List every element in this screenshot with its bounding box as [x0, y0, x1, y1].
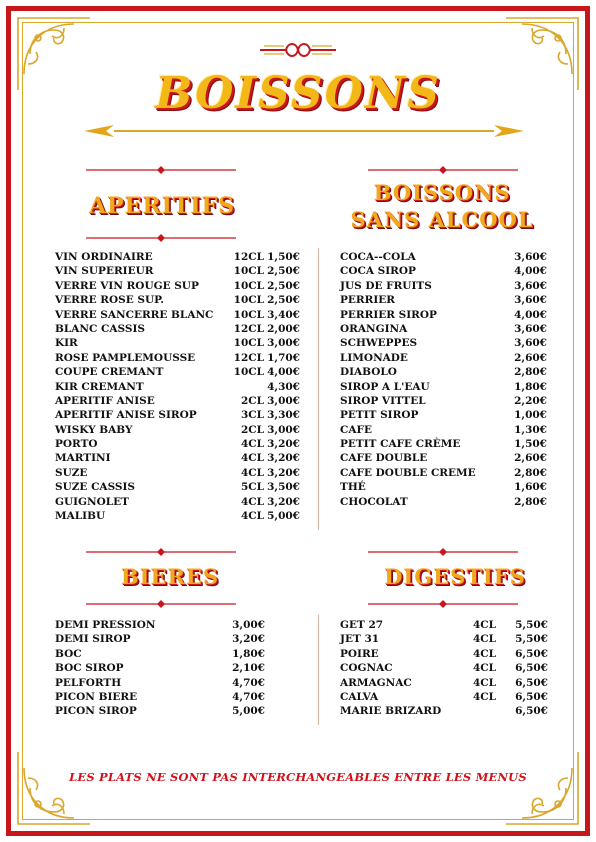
item-name: KIR CREMANT — [55, 380, 144, 393]
list-item — [55, 394, 300, 408]
item-size: 2CL — [240, 394, 264, 407]
item-name: GET 27 — [340, 619, 384, 631]
item-name: DEMI PRESSION — [55, 619, 156, 631]
item-price: 3,20€ — [267, 438, 300, 451]
item-size: 5CL — [240, 481, 264, 494]
item-price: 1,60€ — [514, 481, 547, 494]
list-item — [55, 293, 300, 307]
item-size: 4CL — [472, 633, 496, 646]
item-name: MARTINI — [55, 452, 111, 465]
item-price: 5,00€ — [267, 510, 300, 523]
list-item — [340, 351, 547, 365]
section-divider — [86, 600, 236, 608]
item-name: CAFE DOUBLE — [340, 452, 428, 465]
item-size: 2CL — [240, 423, 264, 436]
item-name: THÉ — [340, 481, 366, 494]
section-divider — [368, 548, 518, 556]
item-price: 1,50€ — [267, 251, 300, 263]
list-item — [340, 480, 547, 494]
item-size: 4CL — [472, 690, 496, 703]
list-item — [55, 704, 265, 718]
section-divider — [86, 548, 236, 556]
item-price: 3,30€ — [267, 409, 300, 422]
list-item — [340, 423, 547, 437]
section-title-sans-alcool-line1: BOISSONS — [373, 180, 511, 205]
item-price: 2,80€ — [514, 366, 547, 379]
item-name: BLANC CASSIS — [55, 322, 145, 335]
item-size: 10CL — [233, 279, 264, 292]
list-item — [340, 336, 547, 350]
list-item — [55, 495, 300, 509]
section-divider — [86, 234, 236, 242]
item-size: 3CL — [240, 409, 264, 422]
list-item — [340, 250, 547, 264]
item-name: SUZE CASSIS — [55, 481, 135, 494]
item-size: 10CL — [233, 308, 264, 321]
item-name: ARMAGNAC — [340, 676, 412, 689]
item-name: PETIT SIROP — [340, 409, 419, 422]
item-size: 4CL — [472, 647, 496, 660]
item-price: 3,20€ — [267, 452, 300, 465]
item-price: 4,00€ — [514, 308, 547, 321]
list-item — [340, 308, 547, 322]
list-item — [55, 264, 300, 278]
section-title-aperitifs: APERITIFS — [88, 193, 236, 219]
list-item — [55, 423, 300, 437]
item-price: 6,50€ — [515, 705, 548, 718]
list-item — [55, 690, 265, 704]
item-name: PELFORTH — [55, 676, 122, 689]
corner-ornament-icon — [502, 748, 582, 828]
item-price: 5,50€ — [515, 633, 548, 646]
item-price: 6,50€ — [515, 662, 548, 675]
item-size: 12CL — [233, 322, 264, 335]
list-item — [340, 279, 547, 293]
item-name: VERRE VIN ROUGE SUP — [55, 279, 199, 292]
list-item — [340, 632, 548, 646]
item-name: COUPE CREMANT — [55, 366, 164, 379]
page-title: BOISSONS — [155, 68, 441, 119]
list-item — [55, 509, 300, 523]
column-divider — [318, 248, 319, 530]
list-item — [55, 308, 300, 322]
list-item — [55, 676, 265, 690]
item-price: 2,50€ — [267, 279, 300, 292]
item-name: SCHWEPPES — [340, 337, 418, 350]
item-price: 5,50€ — [515, 619, 548, 631]
item-price: 4,70€ — [232, 676, 265, 689]
list-item — [55, 336, 300, 350]
list-item — [55, 365, 300, 379]
item-price: 2,50€ — [267, 265, 300, 278]
item-price: 3,60€ — [514, 337, 547, 350]
item-price: 4,30€ — [267, 380, 300, 393]
list-item — [55, 408, 300, 422]
item-name: APERITIF ANISE — [55, 394, 155, 407]
item-price: 3,60€ — [514, 294, 547, 307]
list-item — [55, 480, 300, 494]
item-price: 3,60€ — [514, 322, 547, 335]
item-price: 3,00€ — [232, 619, 265, 631]
item-size: 4CL — [240, 452, 264, 465]
item-price: 2,10€ — [232, 662, 265, 675]
item-price: 4,00€ — [514, 265, 547, 278]
corner-ornament-icon — [14, 748, 94, 828]
item-price: 5,00€ — [232, 705, 265, 718]
arrow-divider-icon — [84, 122, 524, 140]
list-item — [55, 647, 265, 661]
item-price: 3,20€ — [267, 466, 300, 479]
item-price: 1,50€ — [514, 438, 547, 451]
item-price: 3,00€ — [267, 394, 300, 407]
item-price: 4,70€ — [232, 690, 265, 703]
item-name: VIN ORDINAIRE — [55, 251, 153, 263]
item-name: CALVA — [340, 690, 379, 703]
item-name: CAFE — [340, 423, 372, 436]
item-name: LIMONADE — [340, 351, 408, 364]
item-name: WISKY BABY — [55, 423, 133, 436]
list-item — [340, 365, 547, 379]
item-price: 1,70€ — [267, 351, 300, 364]
item-name: GUIGNOLET — [55, 495, 129, 508]
item-price: 3,20€ — [232, 633, 265, 646]
list-item — [340, 380, 547, 394]
item-name: ORANGINA — [340, 322, 408, 335]
item-name: COGNAC — [340, 662, 393, 675]
list-item — [340, 618, 548, 632]
item-price: 1,80€ — [232, 647, 265, 660]
list-item — [340, 676, 548, 690]
list-item — [340, 495, 547, 509]
item-name: PICON SIROP — [55, 705, 137, 718]
item-name: DIABOLO — [340, 366, 397, 379]
item-price: 2,20€ — [514, 394, 547, 407]
item-name: CAFE DOUBLE CREME — [340, 466, 476, 479]
list-item — [340, 661, 548, 675]
list-item — [55, 322, 300, 336]
item-size: 4CL — [240, 510, 264, 523]
item-size: 10CL — [233, 366, 264, 379]
item-name: MARIE BRIZARD — [340, 705, 442, 718]
item-name: PORTO — [55, 438, 98, 451]
item-price: 1,00€ — [514, 409, 547, 422]
item-size: 12CL — [233, 251, 264, 263]
list-item — [340, 704, 548, 718]
item-name: JUS DE FRUITS — [340, 279, 432, 292]
list-item — [55, 437, 300, 451]
section-title-bieres: BIERES — [120, 564, 220, 589]
section-divider — [86, 166, 236, 174]
item-name: DEMI SIROP — [55, 633, 131, 646]
item-size: 4CL — [240, 438, 264, 451]
item-name: SUZE — [55, 466, 88, 479]
list-item — [340, 647, 548, 661]
list-item — [340, 322, 547, 336]
item-price: 3,40€ — [267, 308, 300, 321]
item-size: 4CL — [240, 466, 264, 479]
item-price: 2,60€ — [514, 351, 547, 364]
column-divider — [318, 615, 319, 725]
digestifs-list — [340, 618, 548, 719]
list-item — [55, 466, 300, 480]
list-item — [55, 632, 265, 646]
item-size: 4CL — [472, 662, 496, 675]
sans-alcool-list — [340, 250, 547, 509]
item-name: PETIT CAFE CRÈME — [340, 438, 461, 451]
top-scroll-ornament-icon — [258, 38, 338, 62]
item-name: PERRIER — [340, 294, 395, 307]
item-name: APERITIF ANISE SIROP — [55, 409, 197, 422]
item-name: POIRE — [340, 647, 379, 660]
list-item — [340, 394, 547, 408]
list-item — [340, 264, 547, 278]
bieres-list — [55, 618, 265, 719]
list-item — [340, 451, 547, 465]
list-item — [340, 293, 547, 307]
item-name: PICON BIERE — [55, 690, 138, 703]
item-name: SIROP VITTEL — [340, 394, 426, 407]
item-size: 10CL — [233, 337, 264, 350]
item-price: 3,60€ — [514, 251, 547, 263]
item-name: SIROP A L'EAU — [340, 380, 430, 393]
item-name: BOC — [55, 647, 82, 660]
list-item — [55, 380, 300, 394]
item-price: 1,80€ — [514, 380, 547, 393]
list-item — [55, 279, 300, 293]
item-price: 1,30€ — [514, 423, 547, 436]
item-name: VERRE SANCERRE BLANC — [55, 308, 214, 321]
list-item — [55, 351, 300, 365]
item-name: VERRE ROSE SUP. — [55, 294, 164, 307]
item-size: 10CL — [233, 294, 264, 307]
item-name: COCA--COLA — [340, 251, 416, 263]
section-title-sans-alcool-line2: SANS ALCOOL — [350, 207, 534, 232]
item-price: 3,50€ — [267, 481, 300, 494]
item-name: MALIBU — [55, 510, 106, 523]
item-size: 4CL — [472, 676, 496, 689]
item-price: 2,60€ — [514, 452, 547, 465]
item-price: 6,50€ — [515, 647, 548, 660]
footer-note: LES PLATS NE SONT PAS INTERCHANGEABLES ENTRE LES MENUS — [69, 770, 527, 784]
item-price: 2,80€ — [514, 495, 547, 508]
item-name: CHOCOLAT — [340, 495, 408, 508]
list-item — [55, 618, 265, 632]
section-title-digestifs: DIGESTIFS — [384, 564, 526, 589]
item-price: 2,50€ — [267, 294, 300, 307]
list-item — [55, 451, 300, 465]
item-price: 4,00€ — [267, 366, 300, 379]
item-price: 3,60€ — [514, 279, 547, 292]
list-item — [55, 661, 265, 675]
item-size: 4CL — [472, 619, 496, 631]
item-price: 6,50€ — [515, 676, 548, 689]
list-item — [55, 250, 300, 264]
item-size: 10CL — [233, 265, 264, 278]
item-name: PERRIER SIROP — [340, 308, 437, 321]
list-item — [340, 408, 547, 422]
item-name: BOC SIROP — [55, 662, 124, 675]
item-name: ROSE PAMPLEMOUSSE — [55, 351, 196, 364]
section-divider — [368, 600, 518, 608]
item-name: JET 31 — [340, 633, 380, 646]
item-price: 2,00€ — [267, 322, 300, 335]
item-price: 3,00€ — [267, 337, 300, 350]
section-divider — [368, 166, 518, 174]
list-item — [340, 466, 547, 480]
item-price: 6,50€ — [515, 690, 548, 703]
item-size: 12CL — [233, 351, 264, 364]
aperitifs-list — [55, 250, 300, 523]
item-size: 4CL — [240, 495, 264, 508]
list-item — [340, 690, 548, 704]
item-name: VIN SUPERIEUR — [55, 265, 154, 278]
item-price: 3,20€ — [267, 495, 300, 508]
list-item — [340, 437, 547, 451]
item-price: 3,00€ — [267, 423, 300, 436]
item-name: KIR — [55, 337, 78, 350]
item-price: 2,80€ — [514, 466, 547, 479]
item-name: COCA SIROP — [340, 265, 416, 278]
